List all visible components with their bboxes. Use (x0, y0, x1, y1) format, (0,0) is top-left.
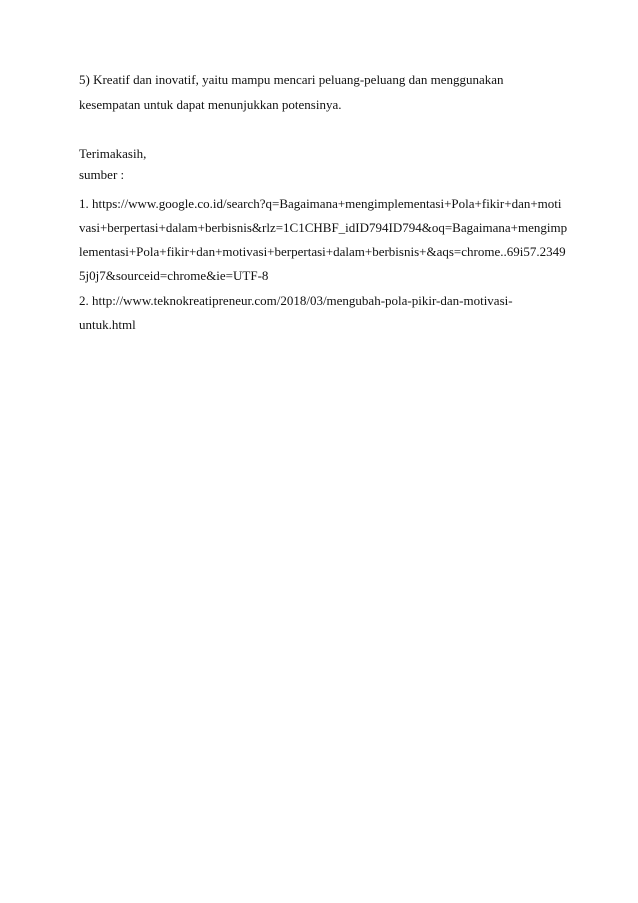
source-1-line-3[interactable]: lementasi+Pola+fikir+dan+motivasi+berpertasi+dalam+berbisnis+&aqs=chrome..69i57.2349 (79, 244, 566, 259)
paragraph-5-line-1: 5) Kreatif dan inovatif, yaitu mampu mencari peluang-peluang dan menggunakan (79, 72, 504, 87)
paragraph-5-line-2: kesempatan untuk dapat menunjukkan potensinya. (79, 97, 342, 112)
source-1-line-4[interactable]: 5j0j7&sourceid=chrome&ie=UTF-8 (79, 268, 269, 283)
closing-text: Terimakasih, (79, 146, 147, 161)
source-1-line-2[interactable]: vasi+berpertasi+dalam+berbisnis&rlz=1C1CHBF_idID794ID794&oq=Bagaimana+mengimp (79, 220, 568, 235)
source-2-line-1[interactable]: 2. http://www.teknokreatipreneur.com/2018/03/mengubah-pola-pikir-dan-motivasi- (79, 293, 513, 308)
source-2-line-2[interactable]: untuk.html (79, 317, 136, 332)
sources-label: sumber : (79, 167, 125, 182)
source-1-line-1[interactable]: 1. https://www.google.co.id/search?q=Bagaimana+mengimplementasi+Pola+fikir+dan+moti (79, 196, 562, 211)
